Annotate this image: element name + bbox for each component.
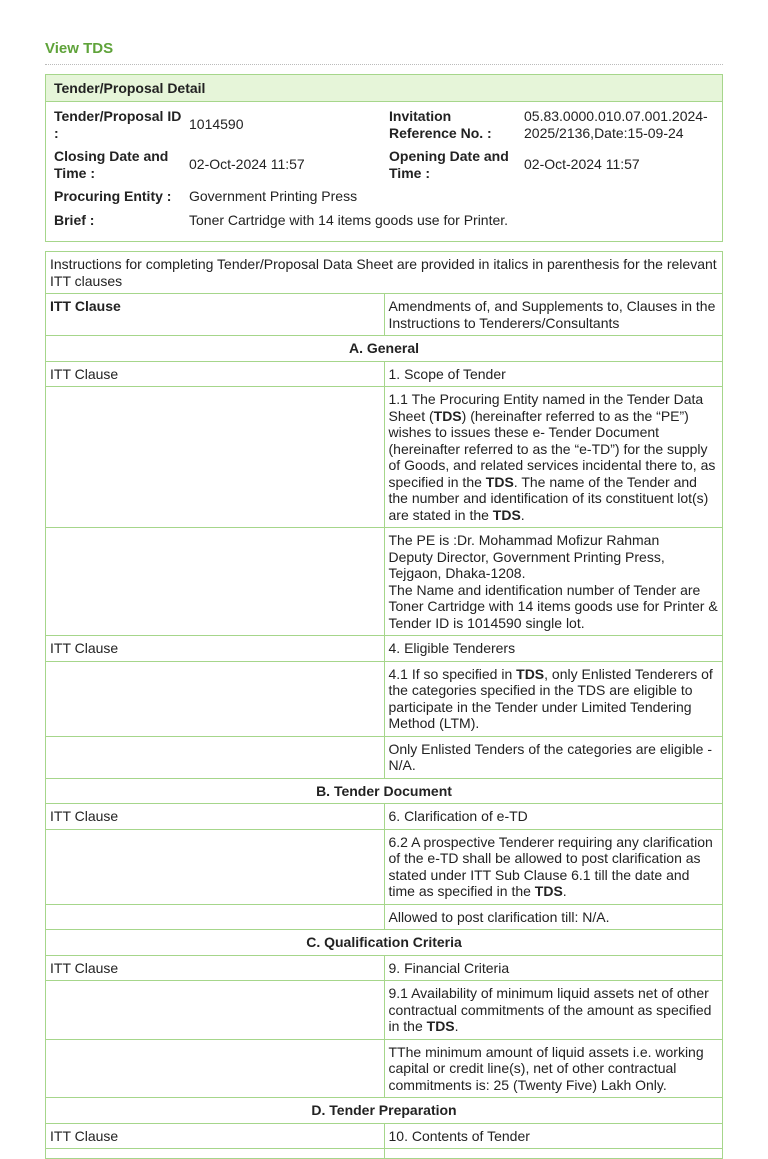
clause-text-6-2	[384, 829, 723, 904]
title-divider	[45, 64, 723, 65]
empty-cell	[46, 528, 385, 636]
empty-cell	[46, 736, 385, 778]
empty-cell	[46, 661, 385, 736]
procuring-entity-label: Procuring Entity :	[54, 188, 172, 204]
text-segment: .	[454, 1018, 459, 1034]
text-segment: , only Enlisted Tenderers of the categories specified in the TDS are eligible to participate in the Tender under Limited Tendering Method (LTM).	[388, 665, 713, 731]
section-heading-general: A. General	[46, 336, 723, 362]
table-row	[46, 1149, 723, 1159]
tender-detail-panel	[45, 74, 723, 242]
itt-clause-label: ITT Clause	[46, 636, 385, 662]
clause-title-contents: 10. Contents of Tender	[384, 1123, 723, 1149]
empty-cell	[46, 1039, 385, 1098]
text-segment: ) (hereinafter referred to as the “PE”) wishes to issues these e- Tender Document (hereinafter referred to as the “e-TD”) for the supply of Goods, and related services incidental there to, as specified in the	[388, 407, 716, 490]
text-segment: . The name of the Tender and the number and identification of its constituent lot(s) are stated in the	[388, 473, 709, 523]
closing-date-label: Closing Date and Time :	[54, 148, 169, 181]
clause-title-clarification: 6. Clarification of e-TD	[384, 804, 723, 830]
table-row	[46, 981, 723, 1040]
empty-cell	[46, 1149, 385, 1159]
opening-date-value: 02-Oct-2024 11:57	[524, 156, 640, 172]
page-title: View TDS	[45, 40, 114, 57]
table-row	[46, 528, 723, 636]
table-row	[46, 361, 723, 387]
tds-term: TDS	[516, 665, 545, 682]
section-row	[46, 930, 723, 956]
tender-detail-header: Tender/Proposal Detail	[46, 75, 722, 102]
empty-cell	[46, 829, 385, 904]
text-segment: 9.1 Availability of minimum liquid assets net of other contractual commitments of the amount as specified in the	[388, 985, 712, 1034]
table-row	[46, 736, 723, 778]
text-segment: .	[520, 506, 525, 523]
table-row	[46, 1039, 723, 1098]
section-heading-preparation: D. Tender Preparation	[46, 1098, 723, 1124]
itt-clause-label: ITT Clause	[46, 955, 385, 981]
section-heading-tender-document: B. Tender Document	[46, 778, 723, 804]
clause-text-4-1	[384, 661, 723, 736]
table-row	[46, 636, 723, 662]
table-row	[46, 955, 723, 981]
tds-term: TDS	[426, 1018, 455, 1034]
text-segment: 1.1 The Procuring Entity named in the Tender Data Sheet (	[388, 391, 704, 424]
text-segment: 6.2 A prospective Tenderer requiring any clarification of the e-TD shall be allowed to post clarification as stated under ITT Sub Clause 6.1 till the date and time as specified in the	[388, 833, 713, 899]
clause-title-financial: 9. Financial Criteria	[384, 955, 723, 981]
tender-name-line: The Name and identification number of Tender are Toner Cartridge with 14 items goods use for Printer & Tender ID is 1014590 single lot.	[388, 581, 718, 631]
empty-cell	[46, 981, 385, 1040]
tds-term: TDS	[485, 473, 514, 490]
tender-id-value: 1014590	[189, 116, 244, 132]
clause-text-9-1	[384, 981, 723, 1040]
table-row	[46, 252, 723, 294]
clause-text-1-1	[384, 387, 723, 528]
text-segment: 4.1 If so specified in	[388, 665, 517, 682]
table-row	[46, 804, 723, 830]
tds-term: TDS	[433, 407, 462, 424]
brief-value: Toner Cartridge with 14 items goods use for Printer.	[189, 212, 509, 228]
tender-id-label: Tender/Proposal ID :	[54, 108, 182, 141]
table-row	[46, 294, 723, 336]
table-row	[46, 387, 723, 528]
itt-clause-header: ITT Clause	[46, 294, 385, 336]
itt-clause-label: ITT Clause	[46, 361, 385, 387]
clause-title-eligible: 4. Eligible Tenderers	[384, 636, 723, 662]
liquid-assets-note: TThe minimum amount of liquid assets i.e. working capital or credit line(s), net of other contractual commitments is: 25 (Twenty Five) Lakh Only.	[384, 1039, 723, 1098]
section-row	[46, 778, 723, 804]
itt-clause-label: ITT Clause	[46, 1123, 385, 1149]
tds-term: TDS	[492, 506, 521, 523]
invitation-ref-value: 05.83.0000.010.07.001.2024-2025/2136,Date:15-09-24	[524, 108, 708, 141]
invitation-ref-label: Invitation Reference No. :	[389, 108, 492, 141]
amendments-header: Amendments of, and Supplements to, Clauses in the Instructions to Tenderers/Consultants	[384, 294, 723, 336]
section-heading-qualification: C. Qualification Criteria	[46, 930, 723, 956]
table-row	[46, 904, 723, 930]
pe-details	[384, 528, 723, 636]
opening-date-label: Opening Date and Time :	[389, 148, 509, 181]
table-row	[46, 1123, 723, 1149]
pe-address-line: Deputy Director, Government Printing Press, Tejgaon, Dhaka-1208.	[388, 548, 665, 581]
clarification-deadline: Allowed to post clarification till: N/A.	[384, 904, 723, 930]
tds-term: TDS	[534, 883, 563, 899]
closing-date-value: 02-Oct-2024 11:57	[189, 156, 305, 172]
tds-table	[45, 251, 723, 1159]
section-row	[46, 1098, 723, 1124]
text-segment: .	[562, 883, 567, 899]
section-row	[46, 336, 723, 362]
procuring-entity-value: Government Printing Press	[189, 188, 358, 204]
tds-intro: Instructions for completing Tender/Proposal Data Sheet are provided in italics in parenthesis for the relevant ITT clauses	[46, 252, 723, 294]
enlisted-note: Only Enlisted Tenders of the categories are eligible -N/A.	[384, 736, 723, 778]
pe-name-line: The PE is :Dr. Mohammad Mofizur Rahman	[388, 532, 660, 548]
itt-clause-label: ITT Clause	[46, 804, 385, 830]
empty-cell	[46, 904, 385, 930]
table-row	[46, 661, 723, 736]
clause-title-scope: 1. Scope of Tender	[384, 361, 723, 387]
empty-cell	[384, 1149, 723, 1159]
table-row	[46, 829, 723, 904]
empty-cell	[46, 387, 385, 528]
brief-label: Brief :	[54, 212, 95, 228]
